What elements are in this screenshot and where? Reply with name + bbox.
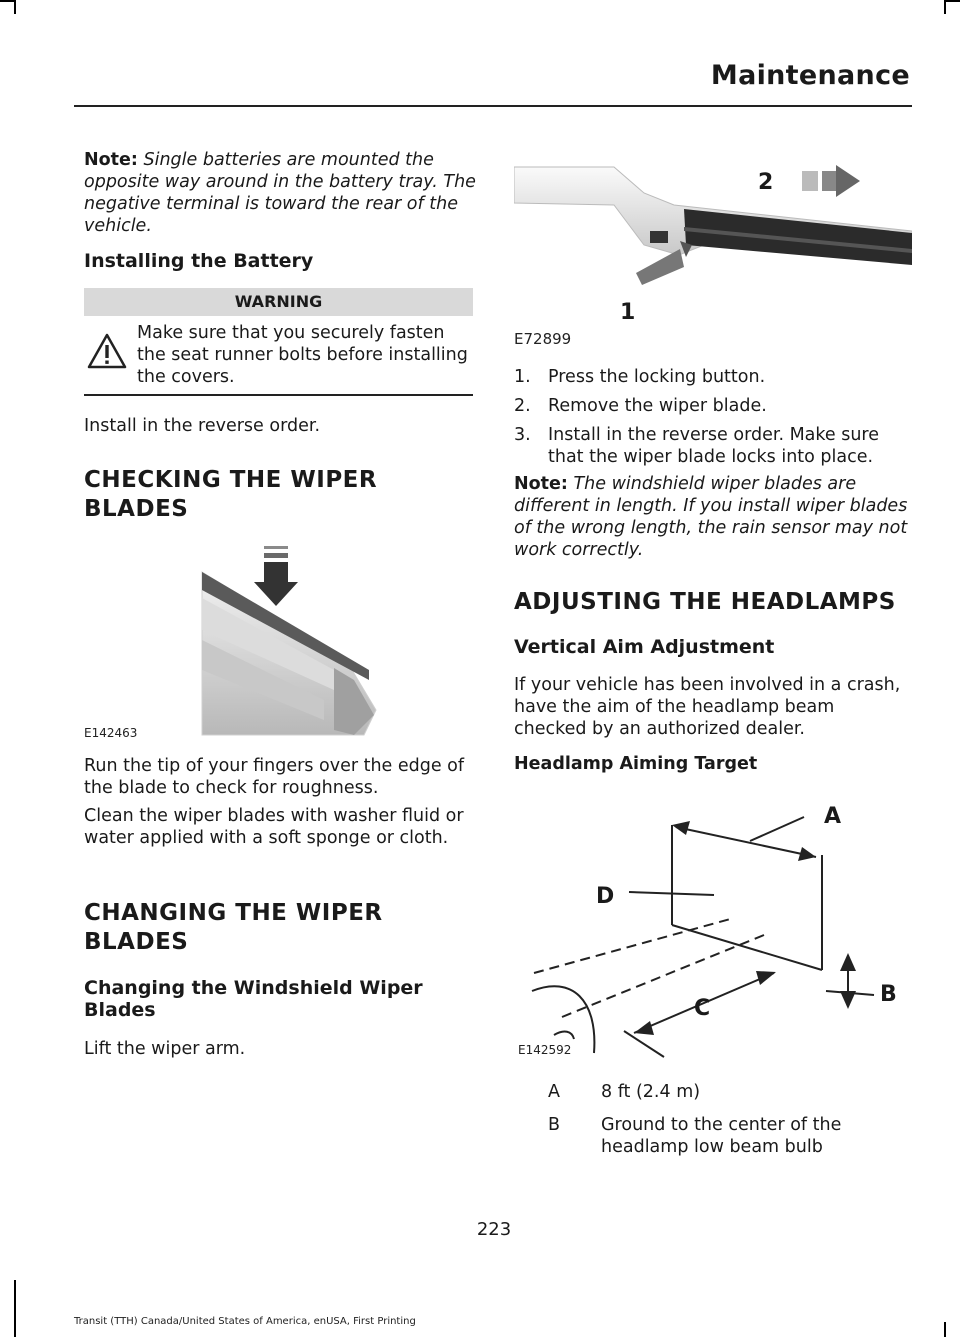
adjusting-headlamps-heading: ADJUSTING THE HEADLAMPS (514, 589, 896, 615)
step-text: Press the locking button. (548, 367, 766, 387)
wiper-length-note (514, 473, 908, 561)
figure-code-e142463: E142463 (84, 726, 138, 740)
target-label-c: C (694, 996, 711, 1021)
wiper-steps-list (514, 366, 906, 475)
crop-mark (944, 0, 946, 14)
changing-wiper-heading-1: CHANGING THE WIPER (84, 900, 383, 926)
headlamp-aiming-figure (514, 795, 910, 1060)
header-rule (74, 105, 912, 107)
callout-1: 1 (620, 300, 636, 325)
clean-blades-text: Clean the wiper blades with washer fluid or water applied with a soft sponge or cloth. (84, 806, 464, 848)
warning-bar: WARNING (84, 288, 473, 316)
note-label: Note: (514, 474, 568, 494)
list-item (514, 424, 906, 468)
wiper-blade-removal-figure (514, 145, 912, 330)
warning-rule (84, 394, 473, 396)
legend-value: Ground to the center of the headlamp low beam bulb (601, 1115, 842, 1157)
legend-value: 8 ft (2.4 m) (601, 1082, 701, 1102)
checking-wiper-heading-1: CHECKING THE WIPER (84, 467, 378, 493)
note-text: The windshield wiper blades are different in length. If you install wiper blades of the wrong length, the rain sensor may not work correctly. (514, 474, 908, 560)
changing-wiper-heading-2: BLADES (84, 929, 189, 955)
crop-mark (946, 0, 960, 2)
vertical-aim-text: If your vehicle has been involved in a crash, have the aim of the headlamp beam checked by an authorized dealer. (514, 675, 901, 739)
callout-2: 2 (758, 170, 774, 195)
warning-text: Make sure that you securely fasten the seat runner bolts before installing the covers. (137, 323, 468, 387)
headlamp-target-heading: Headlamp Aiming Target (514, 754, 758, 774)
crop-mark (0, 0, 14, 2)
list-item (514, 395, 906, 417)
figure-code-e142592: E142592 (518, 1043, 572, 1057)
installing-battery-heading: Installing the Battery (84, 250, 314, 272)
crop-mark (944, 1322, 946, 1337)
checking-wiper-heading-2: BLADES (84, 496, 189, 522)
wiper-blade-edge-figure (84, 540, 476, 740)
step-text: Install in the reverse order. Make sure that the wiper blade locks into place. (548, 425, 880, 467)
crop-mark (14, 0, 16, 14)
figure-code-e72899: E72899 (514, 330, 572, 348)
target-label-b: B (880, 982, 897, 1007)
install-reverse-text: Install in the reverse order. (84, 416, 321, 436)
note-text: Single batteries are mounted the opposite way around in the battery tray. The negative terminal is toward the rear of the vehicle. (84, 150, 476, 236)
footer-text: Transit (TTH) Canada/United States of America, enUSA, First Printing (74, 1316, 416, 1327)
lift-wiper-text: Lift the wiper arm. (84, 1039, 246, 1059)
target-label-d: D (596, 884, 615, 909)
page-header-title: Maintenance (710, 60, 910, 91)
step-number: 1. (514, 367, 531, 387)
note-label: Note: (84, 150, 138, 170)
legend-key: B (548, 1115, 561, 1135)
target-label-a: A (824, 804, 842, 829)
run-tip-text: Run the tip of your fingers over the edge of the blade to check for roughness. (84, 756, 465, 798)
vertical-aim-heading: Vertical Aim Adjustment (514, 636, 775, 658)
battery-note (84, 149, 476, 237)
warning-icon (87, 333, 127, 373)
list-item (514, 366, 906, 388)
step-text: Remove the wiper blade. (548, 396, 767, 416)
windshield-wiper-heading: Changing the Windshield Wiper Blades (84, 977, 423, 1021)
crop-mark (14, 1280, 16, 1337)
step-number: 2. (514, 396, 531, 416)
legend-key: A (548, 1082, 560, 1102)
step-number: 3. (514, 425, 531, 445)
page-number: 223 (476, 1219, 512, 1240)
